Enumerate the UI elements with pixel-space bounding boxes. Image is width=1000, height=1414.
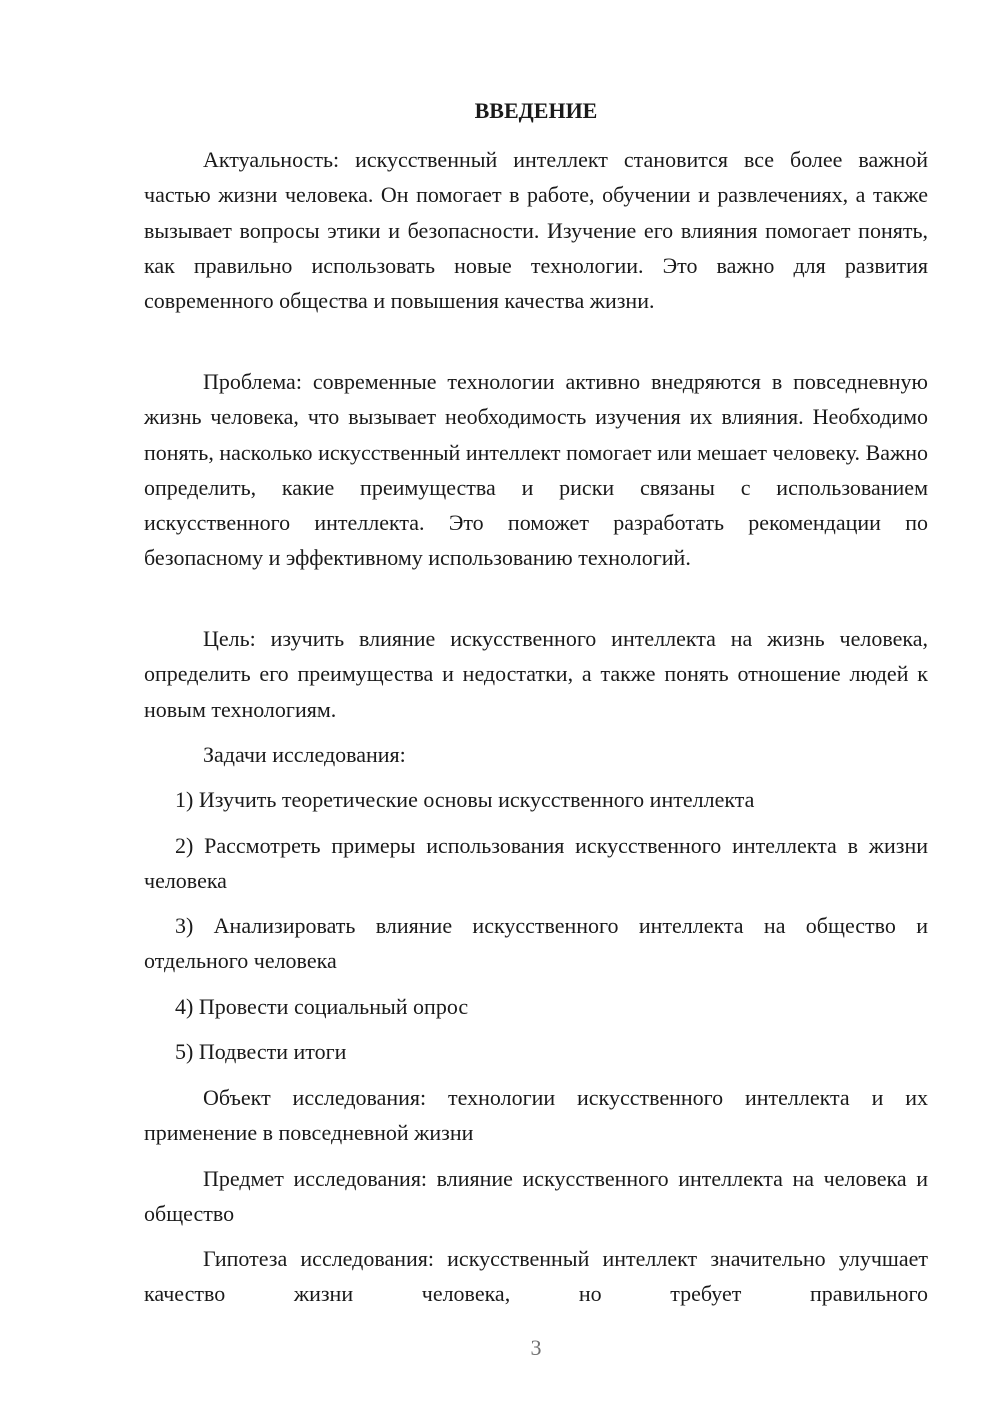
document-heading: ВВЕДЕНИЕ — [474, 98, 598, 123]
paragraph-tasks-title: Задачи исследования: — [203, 742, 406, 767]
task-item-5: 5) Подвести итоги — [175, 1039, 347, 1064]
task-item-3: 3) Анализировать влияние искусственного интеллекта на общество и отдельного человека — [144, 913, 928, 974]
task-item-1: 1) Изучить теоретические основы искусственного интеллекта — [175, 787, 755, 812]
paragraph-goal: Цель: изучить влияние искусственного интеллекта на жизнь человека, определить его преимущества и недостатки, а также понять отношение людей к новым технологиям. — [144, 626, 928, 722]
task-item-4: 4) Провести социальный опрос — [175, 994, 469, 1019]
paragraph-relevance: Актуальность: искусственный интеллект становится все более важной частью жизни человека. Он помогает в работе, обучении и развлечениях, а также вызывает вопросы этики и безопасности. Изучение его влияния помогает понять, как правильно использовать новые технологии. Это важно для развития современного общества и повышения качества жизни. — [144, 147, 928, 314]
page-number: 3 — [530, 1335, 542, 1360]
paragraph-subject: Предмет исследования: влияние искусственного интеллекта на человека и общество — [144, 1166, 928, 1227]
paragraph-object: Объект исследования: технологии искусственного интеллекта и их применение в повседневной жизни — [144, 1085, 928, 1146]
paragraph-hypothesis: Гипотеза исследования: искусственный интеллект значительно улучшает качество жизни человека, но требует правильного — [144, 1246, 928, 1307]
task-item-2: 2) Рассмотреть примеры использования искусственного интеллекта в жизни человека — [144, 833, 928, 894]
paragraph-problem: Проблема: современные технологии активно внедряются в повседневную жизнь человека, что вызывает необходимость изучения их влияния. Необходимо понять, насколько искусственный интеллект помогает или мешает человеку. Важно определить, какие преимущества и риски связаны с использованием искусственного интеллекта. Это поможет разработать рекомендации по безопасному и эффективному использованию технологий. — [144, 369, 928, 571]
